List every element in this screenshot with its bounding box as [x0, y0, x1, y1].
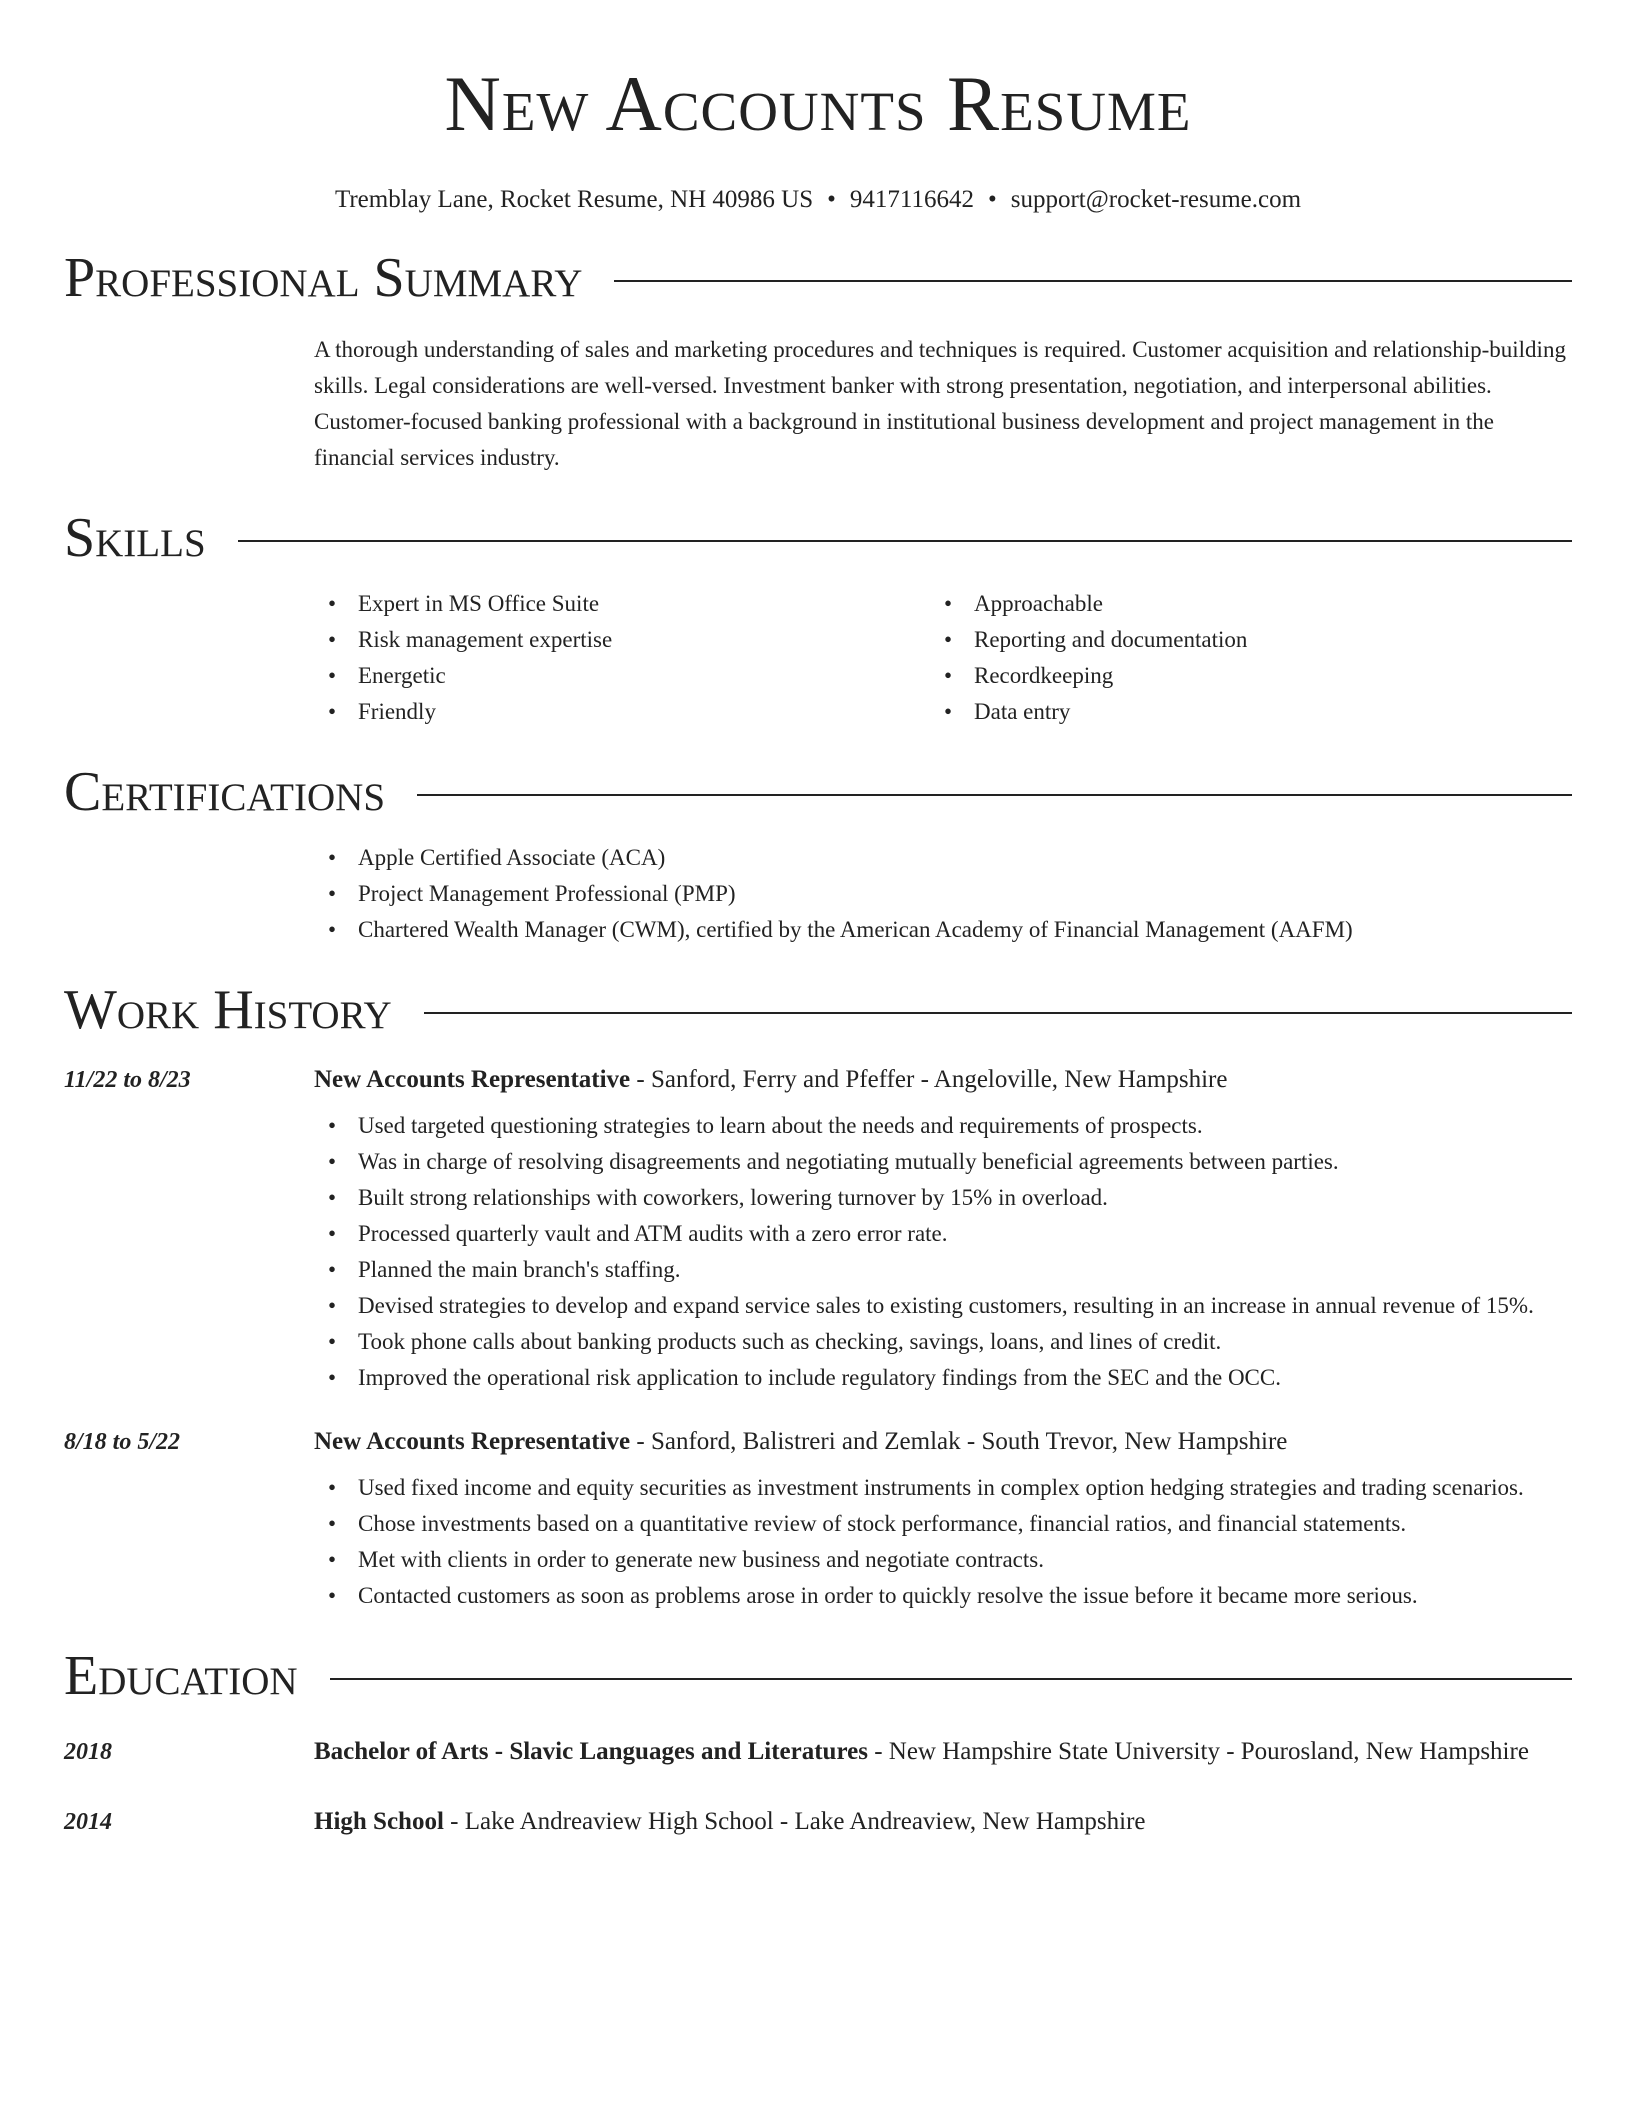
job-bullet: • Planned the main branch's staffing. [314, 1252, 1572, 1288]
certifications-list [314, 840, 1572, 948]
certification-item: • Chartered Wealth Manager (CWM), certified by the American Academy of Financial Management (AAFM) [314, 912, 1572, 948]
summary-section-header [64, 246, 1572, 310]
education-section-header [64, 1644, 1572, 1708]
job-bullet: • Built strong relationships with coworkers, lowering turnover by 15% in overload. [314, 1180, 1572, 1216]
education-school: - Lake Andreaview High School - Lake Andreaview, New Hampshire [443, 1808, 1146, 1835]
section-divider [417, 794, 1572, 796]
certifications-section-header [64, 760, 1572, 824]
skills-list [314, 586, 1572, 730]
contact-line [64, 184, 1572, 216]
section-divider [330, 1678, 1572, 1680]
education-year: 2018 [64, 1739, 112, 1765]
education-year: 2014 [64, 1809, 112, 1835]
contact-address: Tremblay Lane, Rocket Resume, NH 40986 US [334, 186, 814, 213]
education-degree: High School [314, 1808, 444, 1835]
education-entry [64, 1732, 1572, 1772]
job-heading [314, 1060, 1572, 1100]
job-dates: 11/22 to 8/23 [64, 1067, 191, 1093]
education-details [314, 1732, 1572, 1772]
section-divider [424, 1012, 1572, 1014]
skills-section-header [64, 506, 1572, 570]
job-bullet: • Was in charge of resolving disagreements and negotiating mutually beneficial agreements between parties. [314, 1144, 1572, 1180]
resume-page [64, 0, 1572, 1842]
skill-item: • Approachable [930, 586, 1546, 622]
section-divider [238, 540, 1572, 542]
skill-item: • Expert in MS Office Suite [314, 586, 930, 622]
job-title: New Accounts Representative [314, 1428, 631, 1455]
summary-text: A thorough understanding of sales and marketing procedures and techniques is required. Customer acquisition and relationship-building skills. Legal considerations are well-versed. Investment banker with strong presentation, negotiation, and interpersonal abilities. Customer-focused banking professional with a background in institutional business development and project management in the financial services industry. [314, 337, 1566, 470]
job-bullets [314, 1470, 1572, 1614]
job-bullet: • Met with clients in order to generate new business and negotiate contracts. [314, 1542, 1572, 1578]
job-bullet: • Improved the operational risk application to include regulatory findings from the SEC and the OCC. [314, 1360, 1572, 1396]
skill-item: • Data entry [930, 694, 1546, 730]
contact-phone: 9417116642 [849, 186, 974, 213]
job-bullet: • Took phone calls about banking products such as checking, savings, loans, and lines of credit. [314, 1324, 1572, 1360]
skills-column-left [314, 586, 930, 730]
job-bullet: • Chose investments based on a quantitative review of stock performance, financial ratios, and financial statements. [314, 1506, 1572, 1542]
skill-item: • Recordkeeping [930, 658, 1546, 694]
education-degree: Bachelor of Arts - Slavic Languages and Literatures [314, 1738, 868, 1765]
contact-separator: • [987, 186, 997, 213]
job-bullet: • Used targeted questioning strategies to learn about the needs and requirements of prospects. [314, 1108, 1572, 1144]
job-details [314, 1422, 1572, 1614]
skill-item: • Risk management expertise [314, 622, 930, 658]
job-bullets [314, 1108, 1572, 1396]
job-bullet: • Devised strategies to develop and expand service sales to existing customers, resulting in an increase in annual revenue of 15%. [314, 1288, 1572, 1324]
skills-column-right [930, 586, 1546, 730]
education-details [314, 1802, 1572, 1842]
job-title: New Accounts Representative [314, 1066, 631, 1093]
job-dates: 8/18 to 5/22 [64, 1429, 181, 1455]
skill-item: • Friendly [314, 694, 930, 730]
education-school: - New Hampshire State University - Pourosland, New Hampshire [867, 1738, 1529, 1765]
job-bullet: • Contacted customers as soon as problems arose in order to quickly resolve the issue before it became more serious. [314, 1578, 1572, 1614]
job-details [314, 1060, 1572, 1396]
contact-separator: • [827, 186, 836, 213]
certifications-section-title: Certifications [64, 761, 386, 823]
job-bullet: • Used fixed income and equity securities as investment instruments in complex option hedging strategies and trading scenarios. [314, 1470, 1572, 1506]
job-bullet: • Processed quarterly vault and ATM audits with a zero error rate. [314, 1216, 1572, 1252]
section-divider [614, 280, 1572, 282]
resume-name: New Accounts Resume [444, 60, 1192, 147]
summary-section-title: Professional Summary [64, 247, 583, 309]
job-employer: - Sanford, Balistreri and Zemlak - South Trevor, New Hampshire [630, 1428, 1288, 1455]
education-section-title: Education [64, 1645, 298, 1707]
skills-section-title: Skills [64, 507, 206, 569]
contact-email[interactable]: support@rocket-resume.com [1010, 186, 1302, 213]
certification-item: • Project Management Professional (PMP) [314, 876, 1572, 912]
skill-item: • Energetic [314, 658, 930, 694]
education-entry [64, 1802, 1572, 1842]
work-section-header [64, 978, 1572, 1042]
job-heading [314, 1422, 1572, 1462]
job-entry [64, 1060, 1572, 1396]
job-entry [64, 1422, 1572, 1614]
work-section-title: Work History [64, 979, 392, 1041]
job-employer: - Sanford, Ferry and Pfeffer - Angeloville, New Hampshire [630, 1066, 1228, 1093]
skill-item: • Reporting and documentation [930, 622, 1546, 658]
certification-item: • Apple Certified Associate (ACA) [314, 840, 1572, 876]
